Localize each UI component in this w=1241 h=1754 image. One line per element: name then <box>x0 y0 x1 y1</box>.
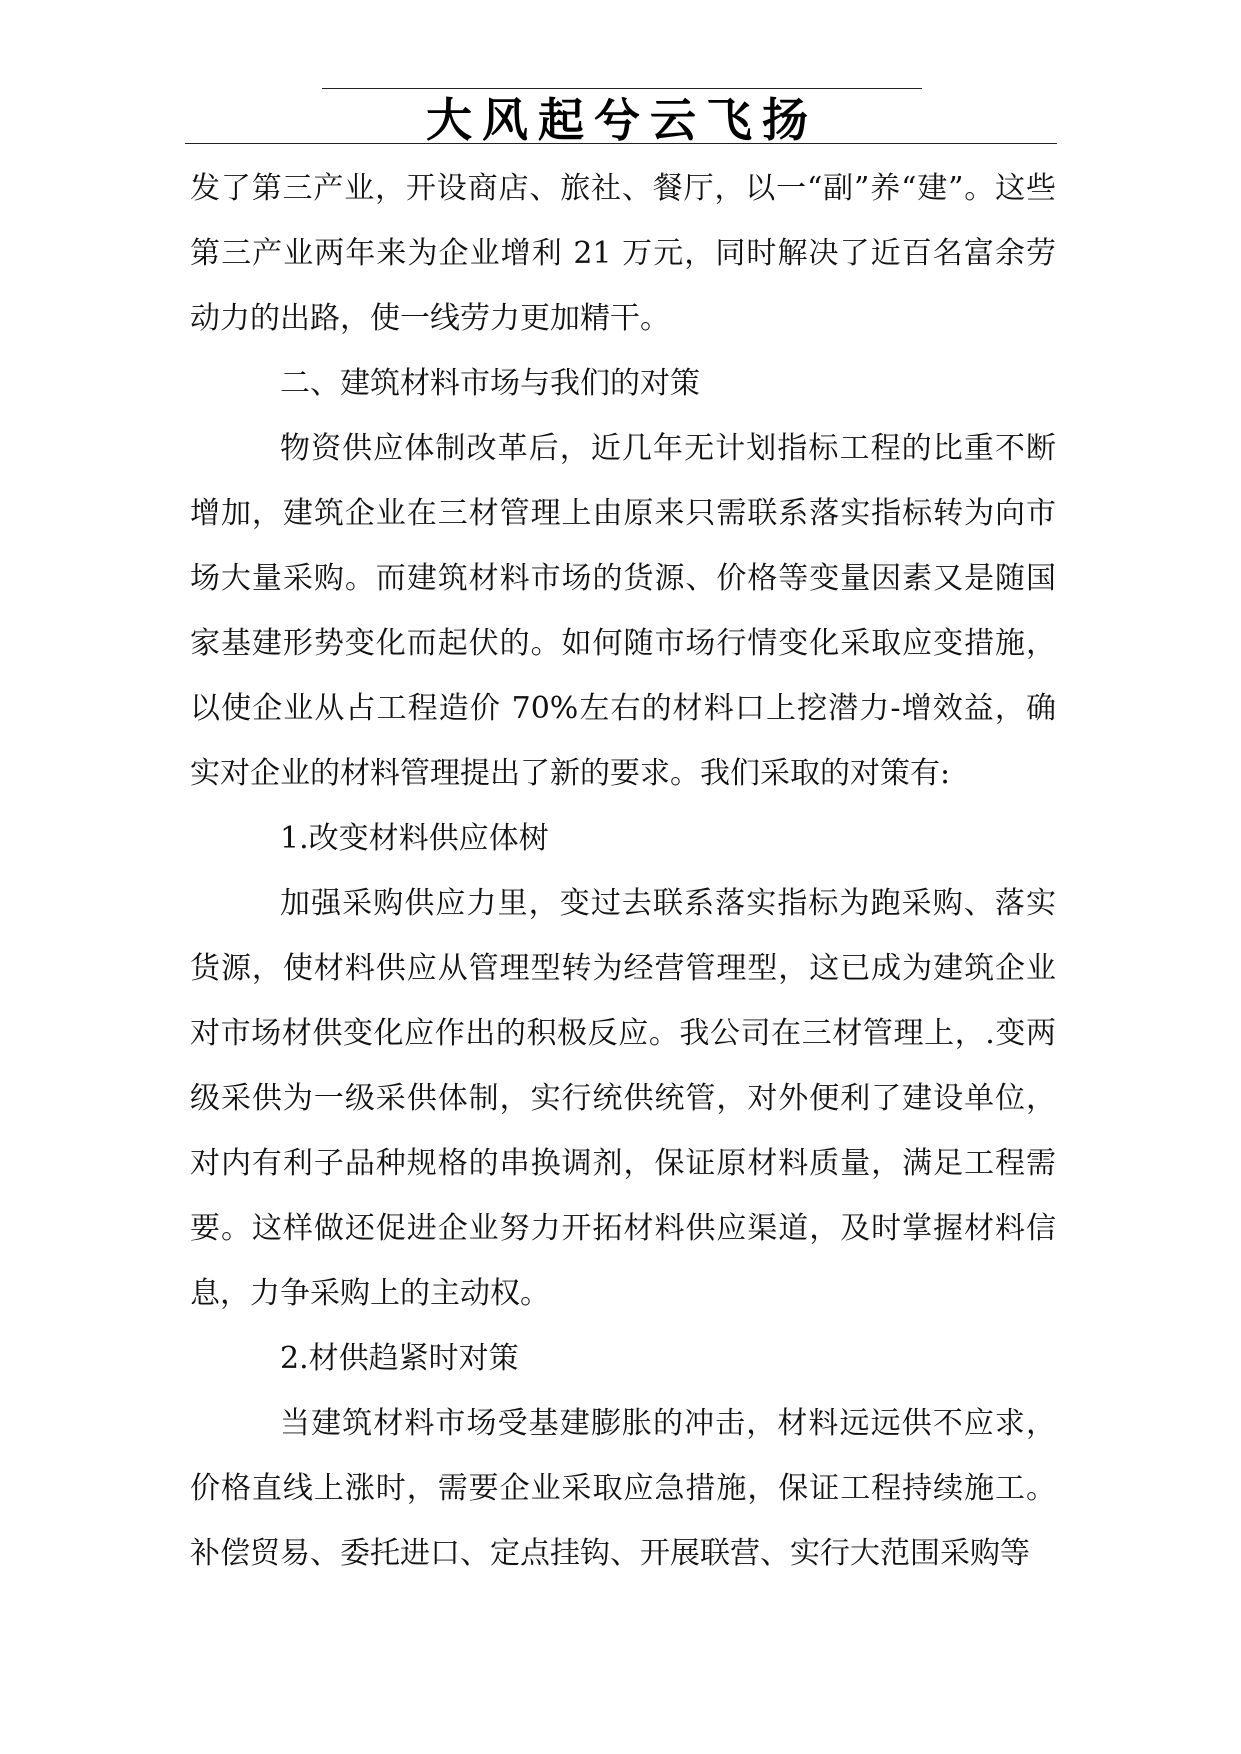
header-rule-top <box>322 88 922 89</box>
subsection-heading: 2.材供趋紧时对策 <box>280 1341 519 1376</box>
subsection-heading: 1.改变材料供应体树 <box>280 821 549 856</box>
section-heading: 二、建筑材料市场与我们的对策 <box>280 366 700 401</box>
paragraph: 发了第三产业，开设商店、旅社、餐厅，以一“副”养“建”。这些第三产业两年来为企业增利 21 万元，同时解决了近百名富余劳动力的出路，使一线劳力更加精干。 <box>190 171 1056 336</box>
paragraph: 当建筑材料市场受基建膨胀的冲击，材料远远供不应求，价格直线上涨时，需要企业采取应急措施，保证工程持续施工。补偿贸易、委托进口、定点挂钩、开展联营、实行大范围采购等 <box>190 1406 1056 1571</box>
paragraph: 加强采购供应力里，变过去联系落实指标为跑采购、落实货源，使材料供应从管理型转为经营管理型，这已成为建筑企业对市场材供变化应作出的积极反应。我公司在三材管理上，.变两级采供为一级采供体制，实行统供统管，对外便利了建设单位，对内有利子品种规格的串换调剂，保证原材料质量，满足工程需要。这样做还促进企业努力开拓材料供应渠道，及时掌握材料信息，力争采购上的主动权。 <box>190 886 1056 1311</box>
paragraph: 物资供应体制改革后，近几年无计划指标工程的比重不断增加，建筑企业在三材管理上由原来只需联系落实指标转为向市场大量采购。而建筑材料市场的货源、价格等变量因素又是随国家基建形势变化而起伏的。如何随市场行情变化采取应变措施，以使企业从占工程造价 70%左右的材料口上挖潜力-增效益，确实对企业的材料管理提出了新的要求。我们采取的对策有: <box>190 431 1056 791</box>
page-header-title: 大风起兮云飞扬 <box>426 93 818 147</box>
header-rule-bottom <box>185 143 1057 144</box>
document-body <box>190 156 1056 1586</box>
